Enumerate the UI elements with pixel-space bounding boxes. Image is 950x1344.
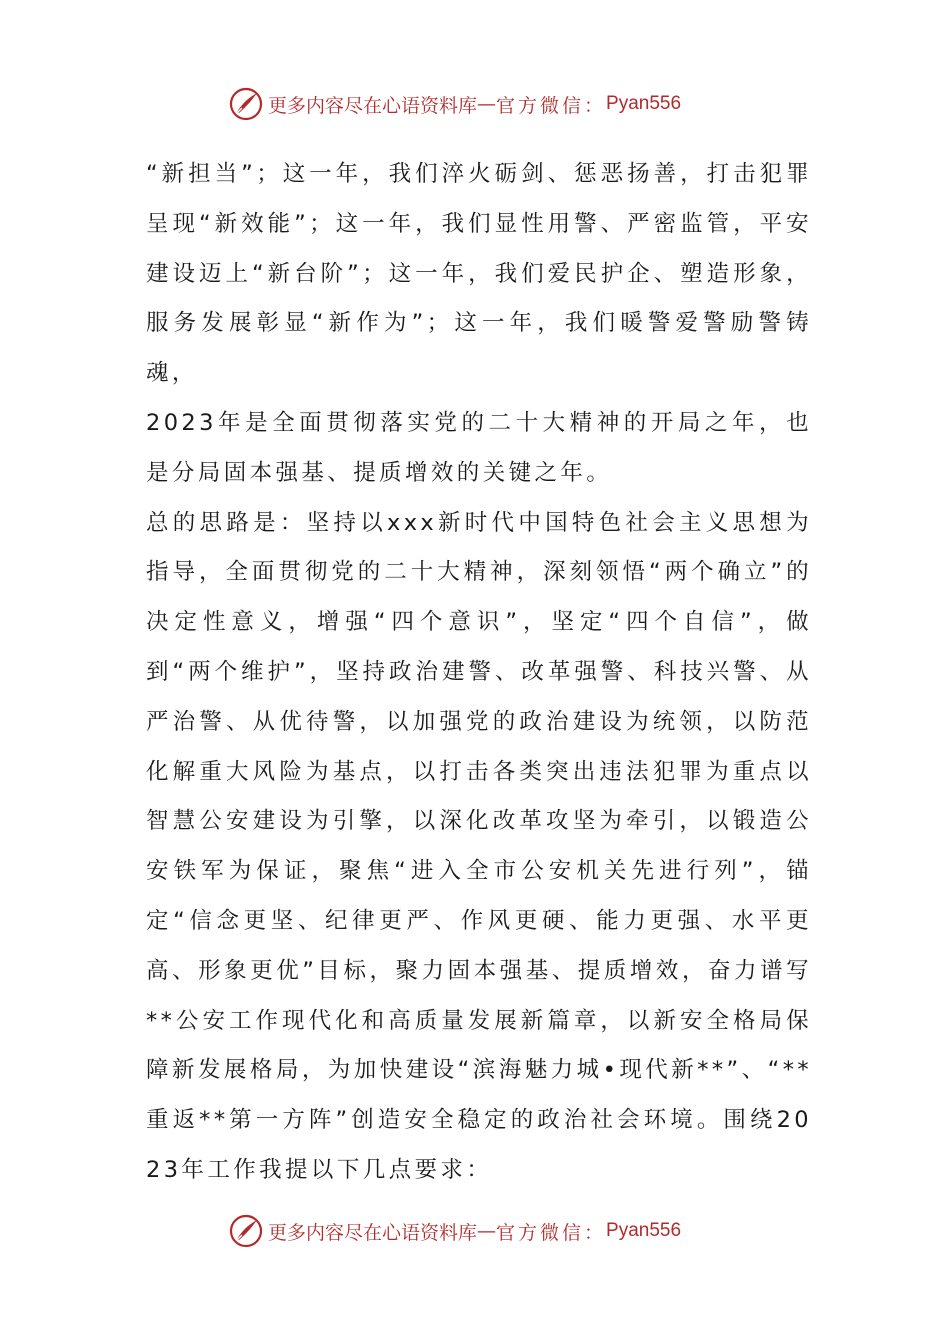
watermark-official-label: 官方微信： [496, 94, 607, 117]
watermark-wechat-id: Pyan556 [606, 1220, 682, 1241]
watermark-header [228, 86, 748, 122]
watermark-separator: — [477, 1220, 497, 1242]
watermark-separator: — [477, 93, 497, 115]
watermark-wechat-id: Pyan556 [606, 93, 682, 114]
paragraph-overall-approach: 总的思路是：坚持以xxx新时代中国特色社会主义思想为指导，全面贯彻党的二十大精神，深刻领悟“两个确立”的决定性意义，增强“四个意识”，坚定“四个自信”，做到“两个维护”，坚持政治建警、改革强警、科技兴警、从严治警、从优待警，以加强党的政治建设为统领，以防范化解重大风险为基点，以打击各类突出违法犯罪为重点以智慧公安建设为引擎，以深化改革攻坚为牵引，以锻造公安铁军为保证，聚焦“进入全市公安机关先进行列”，锚定“信念更坚、纪律更严、作风更硬、能力更强、水平更高、形象更优”目标，聚力固本强基、提质增效，奋力谱写**公安工作现代化和高质量发展新篇章，以新安全格局保障新发展格局，为加快建设“滨海魅力城•现代新**”、“**重返**第一方阵”创造安全稳定的政治社会环境。围绕2023年工作我提以下几点要求： [146, 509, 812, 1183]
watermark-footer [228, 1213, 748, 1249]
quill-logo-icon [228, 86, 264, 122]
watermark-brand: 更多内容尽在心语资料库 [268, 1221, 478, 1244]
paragraph-continuation: “新担当”；这一年，我们淬火砺剑、惩恶扬善，打击犯罪呈现“新效能”；这一年，我们显性用警、严密监管，平安建设迈上“新台阶”；这一年，我们爱民护企、塑造形象，服务发展彰显“新作为”；这一年，我们暖警爱警励警铸魂， [146, 161, 812, 387]
document-body [146, 150, 812, 1196]
quill-logo-icon [228, 1213, 264, 1249]
watermark-brand: 更多内容尽在心语资料库 [268, 94, 478, 117]
watermark-official-label: 官方微信： [496, 1221, 607, 1244]
paragraph-2023-intro: 2023年是全面贯彻落实党的二十大精神的开局之年，也是分局固本强基、提质增效的关键之年。 [146, 409, 812, 486]
